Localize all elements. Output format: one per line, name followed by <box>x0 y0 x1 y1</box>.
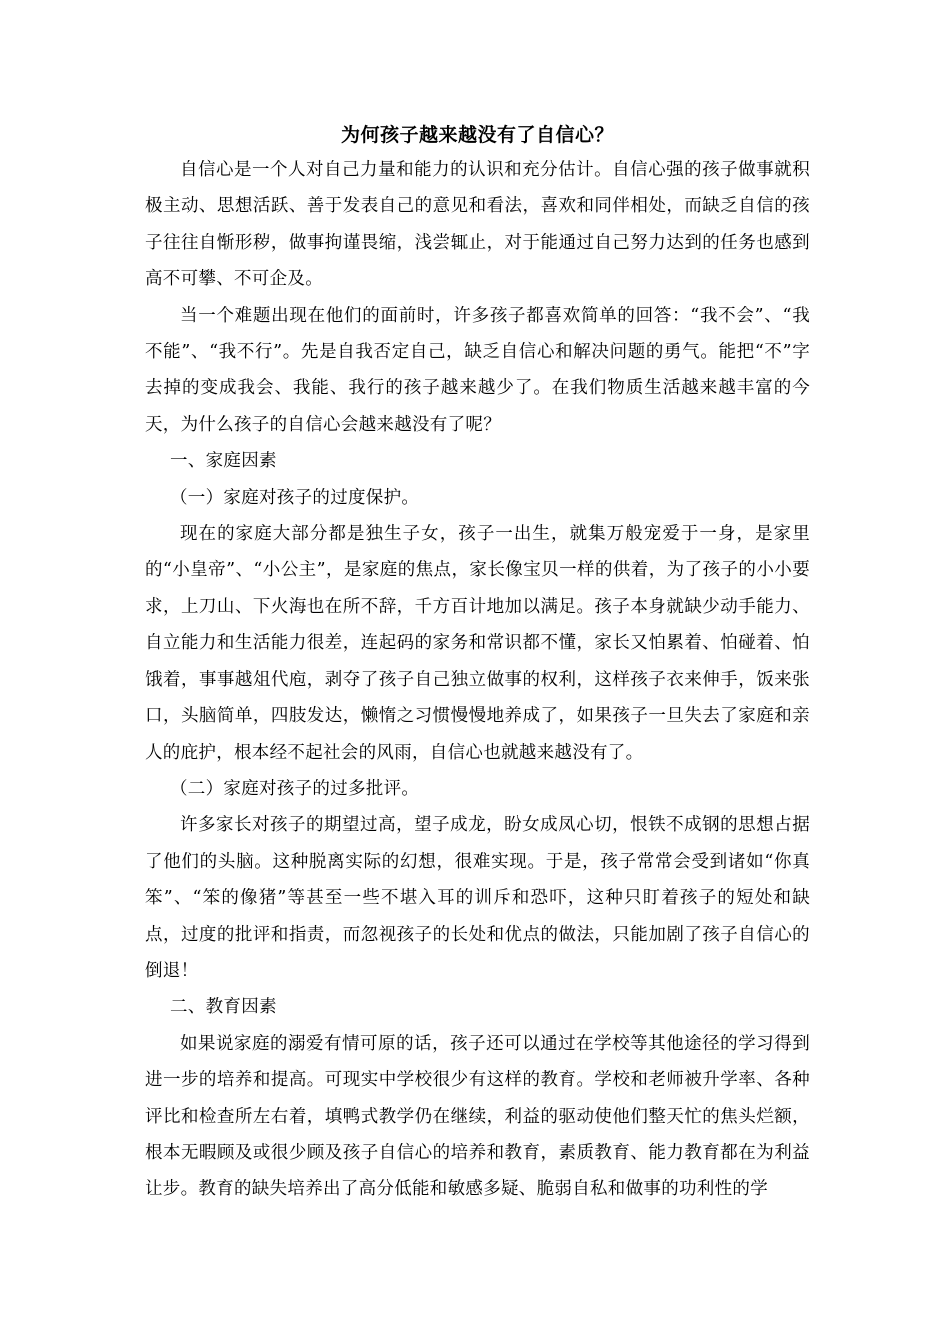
paragraph-overprotection: 现在的家庭大部分都是独生子女，孩子一出生，就集万般宠爱于一身，是家里的“小皇帝”、“小公主”，是家庭的焦点，家长像宝贝一样的供着，为了孩子的小小要求，上刀山、下火海也在所不辞，千方百计地加以满足。孩子本身就缺少动手能力、自立能力和生活能力很差，连起码的家务和常识都不懂，家长又怕累着、怕碰着、怕饿着，事事越俎代庖，剥夺了孩子自己独立做事的权利，这样孩子衣来伸手，饭来张口，头脑简单，四肢发达，懒惰之习惯慢慢地养成了，如果孩子一旦失去了家庭和亲人的庇护，根本经不起社会的风雨，自信心也就越来越没有了。 <box>145 524 810 763</box>
document-title: 为何孩子越来越没有了自信心？ <box>340 124 614 146</box>
subsection-heading-overprotection: （一）家庭对孩子的过度保护。 <box>170 487 420 508</box>
paragraph-education: 如果说家庭的溺爱有情可原的话，孩子还可以通过在学校等其他途径的学习得到进一步的培养和提高。可现实中学校很少有这样的教育。学校和老师被升学率、各种评比和检查所左右着，填鸭式教学仍在继续，利益的驱动使他们整天忙的焦头烂额，根本无暇顾及或很少顾及孩子自信心的培养和教育，素质教育、能力教育都在为利益让步。教育的缺失培养出了高分低能和敏感多疑、脆弱自私和做事的功利性的学 <box>145 1033 810 1200</box>
paragraph-criticism: 许多家长对孩子的期望过高，望子成龙，盼女成凤心切，恨铁不成钢的思想占据了他们的头脑。这种脱离实际的幻想，很难实现。于是，孩子常常会受到诸如“你真笨”、“笨的像猪”等甚至一些不堪入耳的训斥和恐吓，这种只盯着孩子的短处和缺点，过度的批评和指责，而忽视孩子的长处和优点的做法，只能加剧了孩子自信心的倒退！ <box>145 815 810 981</box>
paragraph-question: 当一个难题出现在他们的面前时，许多孩子都喜欢简单的回答：“我不会”、“我不能”、“我不行”。先是自我否定自己，缺乏自信心和解决问题的勇气。能把“不”字去掉的变成我会、我能、我行的孩子越来越少了。在我们物质生活越来越丰富的今天，为什么孩子的自信心会越来越没有了呢？ <box>145 305 810 435</box>
subsection-heading-criticism: （二）家庭对孩子的过多批评。 <box>170 778 420 799</box>
section-heading-education: 二、教育因素 <box>170 997 277 1018</box>
document-page <box>145 118 810 1208</box>
section-heading-family: 一、家庭因素 <box>170 451 277 472</box>
paragraph-intro: 自信心是一个人对自己力量和能力的认识和充分估计。自信心强的孩子做事就积极主动、思想活跃、善于发表自己的意见和看法，喜欢和同伴相处，而缺乏自信的孩子往往自惭形秽，做事拘谨畏缩，浅尝辄止，对于能通过自己努力达到的任务也感到高不可攀、不可企及。 <box>145 160 810 290</box>
